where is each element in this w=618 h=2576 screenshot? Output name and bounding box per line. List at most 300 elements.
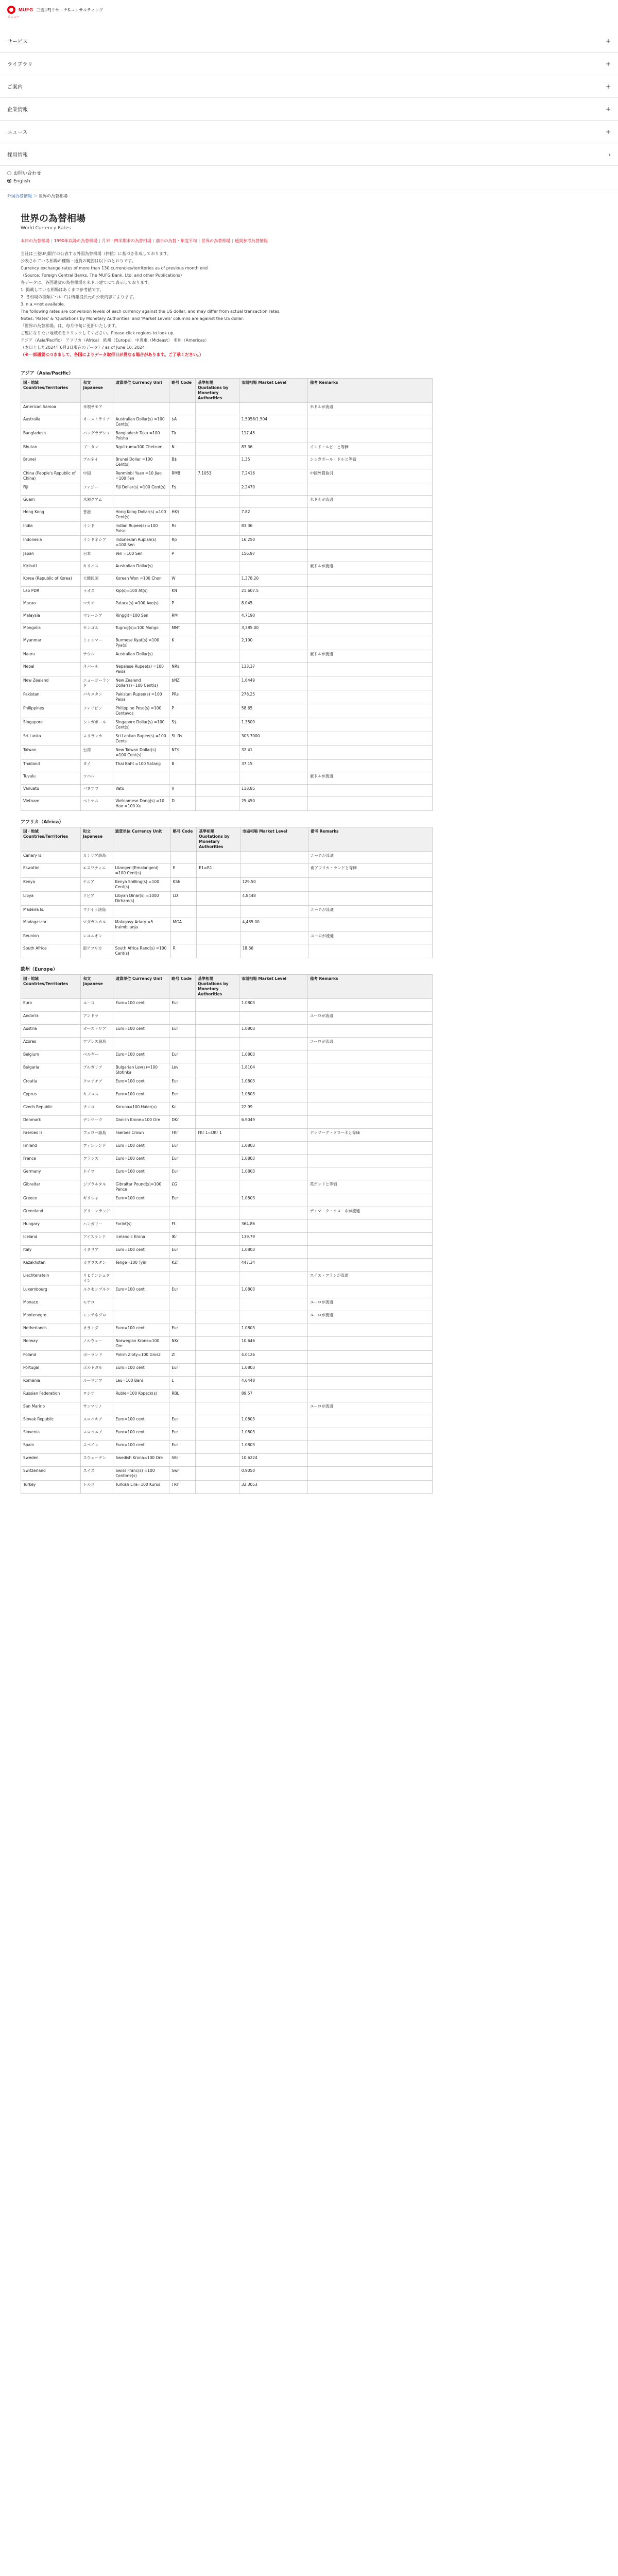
table-cell-market bbox=[240, 932, 308, 944]
table-cell-unit: Euro=100 cent bbox=[113, 1428, 169, 1441]
table-cell-japanese: イタリア bbox=[81, 1246, 113, 1259]
table-cell-code: Kc bbox=[169, 1103, 196, 1116]
table-cell-japanese: アンドラ bbox=[81, 1012, 113, 1025]
table-row bbox=[21, 1012, 433, 1025]
table-cell-market: 1.35 bbox=[239, 455, 307, 469]
table-cell-remarks bbox=[307, 1364, 432, 1377]
table-cell-unit: Polish Zloty=100 Grosz bbox=[113, 1351, 169, 1364]
table-cell-unit: Euro=100 cent bbox=[113, 999, 169, 1012]
table-cell-remarks bbox=[307, 636, 432, 650]
company-logo[interactable] bbox=[7, 6, 103, 14]
contact-option[interactable] bbox=[7, 170, 611, 178]
table-row bbox=[21, 760, 433, 772]
table-row bbox=[21, 599, 433, 612]
table-row bbox=[21, 1220, 433, 1233]
table-cell-quotations bbox=[197, 918, 240, 932]
table-cell-unit: Swedish Krona=100 Ore bbox=[113, 1454, 169, 1467]
table-cell-market bbox=[239, 772, 307, 785]
table-cell-quotations bbox=[196, 1194, 239, 1207]
table-cell-remarks bbox=[307, 1103, 432, 1116]
nav-item[interactable] bbox=[0, 143, 618, 166]
table-cell-market bbox=[239, 650, 307, 663]
table-cell-quotations bbox=[197, 892, 240, 906]
table-cell-japanese: ナウル bbox=[81, 650, 113, 663]
table-cell-japanese: モンテネグロ bbox=[81, 1311, 113, 1324]
table-cell-country: Tuvalu bbox=[21, 772, 81, 785]
rates-table bbox=[21, 827, 433, 958]
table-cell-japanese: クロアチア bbox=[81, 1077, 113, 1090]
table-cell-unit: Sri Lankan Rupee(s) =100 Cents bbox=[113, 732, 169, 746]
table-row bbox=[21, 550, 433, 562]
table-cell-code bbox=[169, 772, 196, 785]
intro-line: Notes: 'Rates' & 'Quotations by Monetary Authorities' and 'Market Levels' columns are against the US dollar. bbox=[21, 316, 244, 321]
table-cell-market: 1,378.20 bbox=[239, 574, 307, 587]
table-row bbox=[21, 1454, 433, 1467]
table-cell-market: 1.0803 bbox=[239, 1167, 307, 1180]
table-cell-japanese: カザフスタン bbox=[81, 1259, 113, 1272]
table-cell-remarks bbox=[307, 999, 432, 1012]
table-cell-code: F$ bbox=[169, 483, 196, 496]
table-cell-japanese: ルクセンブルク bbox=[81, 1285, 113, 1298]
table-cell-japanese: ブータン bbox=[81, 443, 113, 455]
nav-item-label: ニュース bbox=[7, 130, 28, 135]
table-cell-market: 2.2470 bbox=[239, 483, 307, 496]
table-row bbox=[21, 429, 433, 443]
table-cell-country: Austria bbox=[21, 1025, 81, 1038]
table-cell-market: 10.646 bbox=[239, 1337, 307, 1351]
table-cell-quotations bbox=[196, 1103, 239, 1116]
table-cell-country: Bhutan bbox=[21, 443, 81, 455]
table-cell-code bbox=[169, 1311, 196, 1324]
table-cell-japanese: モンゴル bbox=[81, 624, 113, 636]
table-cell-remarks: ユーロが流通 bbox=[307, 1038, 432, 1050]
table-cell-code bbox=[169, 1272, 196, 1285]
table-cell-japanese: タイ bbox=[81, 760, 113, 772]
separator: | bbox=[232, 239, 233, 243]
table-row bbox=[21, 587, 433, 599]
table-cell-japanese: フィリピン bbox=[81, 704, 113, 718]
table-cell-remarks bbox=[307, 1063, 432, 1077]
table-cell-code: N bbox=[169, 443, 196, 455]
table-cell-remarks bbox=[308, 944, 433, 958]
table-cell-japanese: ミャンマー bbox=[81, 636, 113, 650]
table-cell-country: Italy bbox=[21, 1246, 81, 1259]
region-title: アフリカ（Africa） bbox=[21, 820, 64, 825]
column-header: 市場相場 Market Level bbox=[239, 975, 307, 999]
table-cell-code: E bbox=[170, 864, 197, 878]
table-cell-country: Slovak Republic bbox=[21, 1415, 81, 1428]
table-row bbox=[21, 1377, 433, 1389]
table-cell-unit: Euro=100 cent bbox=[113, 1364, 169, 1377]
table-cell-code: Rp bbox=[169, 536, 196, 550]
table-cell-japanese: ギリシャ bbox=[81, 1194, 113, 1207]
table-cell-country: Denmark bbox=[21, 1116, 81, 1129]
table-cell-quotations bbox=[196, 704, 239, 718]
table-cell-country: Indonesia bbox=[21, 536, 81, 550]
table-cell-quotations bbox=[196, 650, 239, 663]
region-title: 欧州（Europe） bbox=[21, 967, 58, 972]
table-cell-unit: Fiji Dollar(s) =100 Cent(s) bbox=[113, 483, 169, 496]
table-cell-country: Malaysia bbox=[21, 612, 81, 624]
table-cell-quotations: FKr 1=DKr 1 bbox=[196, 1129, 239, 1142]
column-header: 国・地域 Countries/Territories bbox=[21, 379, 81, 403]
table-cell-quotations bbox=[196, 1167, 239, 1180]
table-cell-quotations bbox=[196, 1220, 239, 1233]
table-row bbox=[21, 785, 433, 797]
contact-label: お問い合わせ bbox=[13, 171, 42, 176]
table-cell-code: Tk bbox=[169, 429, 196, 443]
table-cell-country: Brunei bbox=[21, 455, 81, 469]
table-row bbox=[21, 772, 433, 785]
table-cell-remarks: ユーロが流通 bbox=[307, 1012, 432, 1025]
table-row bbox=[21, 1155, 433, 1167]
table-cell-code: £G bbox=[169, 1180, 196, 1194]
table-cell-country: Thailand bbox=[21, 760, 81, 772]
table-cell-code bbox=[169, 1012, 196, 1025]
table-row bbox=[21, 574, 433, 587]
table-cell-quotations bbox=[196, 415, 239, 429]
table-cell-market: 37.15 bbox=[239, 760, 307, 772]
table-cell-country: Greenland bbox=[21, 1207, 81, 1220]
table-cell-quotations bbox=[196, 612, 239, 624]
table-cell-japanese: 大韓民国 bbox=[81, 574, 113, 587]
table-cell-code: SL Rs bbox=[169, 732, 196, 746]
nav-item[interactable] bbox=[0, 121, 618, 143]
table-cell-code: Eur bbox=[169, 999, 196, 1012]
table-cell-unit: Malagasy Ariary =5 Iraimbilanja bbox=[113, 918, 170, 932]
table-cell-remarks: ユーロが流通 bbox=[307, 1298, 432, 1311]
table-cell-unit: Australian Dollar(s) =100 Cent(s) bbox=[113, 415, 169, 429]
table-cell-unit: Turkish Lira=100 Kurus bbox=[113, 1481, 169, 1494]
table-cell-remarks bbox=[307, 663, 432, 676]
table-cell-market: 278.25 bbox=[239, 690, 307, 704]
table-cell-japanese: ハンガリー bbox=[81, 1220, 113, 1233]
column-header: 備考 Remarks bbox=[307, 379, 432, 403]
table-cell-country: Taiwan bbox=[21, 746, 81, 760]
nav-item[interactable] bbox=[0, 30, 618, 53]
table-cell-country: Myanmar bbox=[21, 636, 81, 650]
table-cell-japanese: ネパール bbox=[81, 663, 113, 676]
table-cell-code: Lev bbox=[169, 1063, 196, 1077]
table-cell-country: Netherlands bbox=[21, 1324, 81, 1337]
sub-navigation bbox=[0, 234, 618, 248]
table-cell-remarks: 米ドルが流通 bbox=[307, 496, 432, 508]
table-cell-unit: Australian Dollar(s) bbox=[113, 562, 169, 574]
table-cell-japanese: 米領サモア bbox=[81, 403, 113, 415]
table-cell-japanese: ブルガリア bbox=[81, 1063, 113, 1077]
table-cell-country: Croatia bbox=[21, 1077, 81, 1090]
table-cell-market bbox=[239, 1207, 307, 1220]
subnav-link[interactable]: 月末・四半期末の為替相場 bbox=[101, 239, 151, 243]
table-cell-country: Cyprus bbox=[21, 1090, 81, 1103]
table-cell-japanese: フィジー bbox=[81, 483, 113, 496]
nav-item-label: ご案内 bbox=[7, 84, 23, 90]
table-cell-country: Greece bbox=[21, 1194, 81, 1207]
table-cell-code bbox=[169, 1038, 196, 1050]
table-cell-unit: Gibraltar Pound(s)=100 Pence bbox=[113, 1180, 169, 1194]
table-row bbox=[21, 1337, 433, 1351]
menu-button[interactable]: メニュー bbox=[7, 15, 20, 19]
table-cell-remarks: 英ポンドと等価 bbox=[307, 1180, 432, 1194]
table-cell-code: NT$ bbox=[169, 746, 196, 760]
table-cell-unit: Brunei Dollar =100 Cent(s) bbox=[113, 455, 169, 469]
table-cell-unit: Euro=100 cent bbox=[113, 1050, 169, 1063]
table-cell-quotations bbox=[196, 1311, 239, 1324]
table-cell-unit: Yen =100 Sen bbox=[113, 550, 169, 562]
table-cell-quotations bbox=[196, 1090, 239, 1103]
table-cell-country: Portugal bbox=[21, 1364, 81, 1377]
table-cell-unit bbox=[113, 1272, 169, 1285]
table-cell-code bbox=[169, 562, 196, 574]
table-cell-unit: Korean Won =100 Chon bbox=[113, 574, 169, 587]
table-row bbox=[21, 612, 433, 624]
table-row bbox=[21, 1129, 433, 1142]
nav-item[interactable] bbox=[0, 53, 618, 75]
plus-icon: + bbox=[605, 37, 611, 45]
table-cell-quotations bbox=[196, 1272, 239, 1285]
table-row bbox=[21, 536, 433, 550]
table-cell-unit: Ringgit=100 Sen bbox=[113, 612, 169, 624]
table-cell-japanese: ベトナム bbox=[81, 797, 113, 811]
table-cell-japanese: ニュージーランド bbox=[81, 676, 113, 690]
table-cell-remarks bbox=[307, 1428, 432, 1441]
table-cell-code bbox=[169, 1402, 196, 1415]
table-cell-unit: Euro=100 cent bbox=[113, 1285, 169, 1298]
table-cell-code: S$ bbox=[169, 718, 196, 732]
table-cell-country: Reunion bbox=[21, 932, 81, 944]
nav-item[interactable] bbox=[0, 75, 618, 98]
table-cell-quotations bbox=[196, 1389, 239, 1402]
table-cell-code: Eur bbox=[169, 1142, 196, 1155]
subnav-link[interactable]: 通貨参考為替情報 bbox=[234, 239, 268, 243]
table-row bbox=[21, 1415, 433, 1428]
table-cell-code: RBL bbox=[169, 1389, 196, 1402]
table-row bbox=[21, 1103, 433, 1116]
table-cell-japanese: ドイツ bbox=[81, 1167, 113, 1180]
english-label: English bbox=[13, 179, 30, 184]
table-cell-market: 1.0803 bbox=[239, 1415, 307, 1428]
column-header: 国・地域 Countries/Territories bbox=[21, 975, 81, 999]
nav-item[interactable] bbox=[0, 98, 618, 121]
table-cell-country: Norway bbox=[21, 1337, 81, 1351]
table-cell-japanese: フェロー諸島 bbox=[81, 1129, 113, 1142]
subnav-link[interactable]: 世界の為替相場 bbox=[201, 239, 231, 243]
table-cell-market: 83.36 bbox=[239, 522, 307, 536]
subnav-link[interactable]: 1990年以降の為替相場 bbox=[54, 239, 98, 243]
table-cell-quotations bbox=[196, 574, 239, 587]
table-cell-market: 7.82 bbox=[239, 508, 307, 522]
table-cell-japanese: スロベニア bbox=[81, 1428, 113, 1441]
table-cell-unit: Euro=100 cent bbox=[113, 1441, 169, 1454]
table-row bbox=[21, 1063, 433, 1077]
plus-icon: + bbox=[605, 60, 611, 67]
column-header: 略号 Code bbox=[169, 379, 196, 403]
radio-icon bbox=[7, 179, 11, 183]
table-cell-remarks bbox=[307, 1481, 432, 1494]
table-row bbox=[21, 403, 433, 415]
table-cell-country: Guam bbox=[21, 496, 81, 508]
table-cell-code: TRY bbox=[169, 1481, 196, 1494]
table-cell-remarks bbox=[307, 1090, 432, 1103]
table-cell-market: 22.99 bbox=[239, 1103, 307, 1116]
table-cell-unit bbox=[113, 403, 169, 415]
table-cell-market bbox=[239, 1311, 307, 1324]
table-cell-country: India bbox=[21, 522, 81, 536]
table-cell-unit: Tugrug(s)=100 Mongo bbox=[113, 624, 169, 636]
table-cell-unit: Danish Krone=100 Ore bbox=[113, 1116, 169, 1129]
page-title-block bbox=[0, 202, 618, 234]
intro-line: 各データは、各国通貨の為替相場を米ドル建てにて表示しております。 bbox=[21, 280, 152, 285]
table-row bbox=[21, 1180, 433, 1194]
table-cell-code: KSh bbox=[170, 878, 197, 892]
table-cell-market: 1.8104 bbox=[239, 1063, 307, 1077]
column-header: 略号 Code bbox=[170, 827, 197, 852]
region-section bbox=[0, 367, 618, 811]
table-row bbox=[21, 1272, 433, 1285]
table-cell-quotations bbox=[196, 1415, 239, 1428]
table-cell-japanese: キリバス bbox=[81, 562, 113, 574]
table-cell-market bbox=[240, 864, 308, 878]
table-cell-remarks bbox=[307, 587, 432, 599]
table-cell-unit: Euro=100 cent bbox=[113, 1415, 169, 1428]
table-cell-unit bbox=[113, 496, 169, 508]
column-header: 備考 Remarks bbox=[308, 827, 433, 852]
table-cell-market: 1.0803 bbox=[239, 1364, 307, 1377]
table-header-row bbox=[21, 827, 433, 852]
table-cell-code bbox=[169, 403, 196, 415]
table-cell-code bbox=[170, 932, 197, 944]
table-cell-remarks bbox=[307, 574, 432, 587]
table-cell-country: Euro bbox=[21, 999, 81, 1012]
table-cell-remarks: ユーロが流通 bbox=[308, 852, 433, 864]
table-cell-code: R bbox=[170, 944, 197, 958]
language-selector bbox=[0, 166, 618, 190]
table-cell-unit: Ruble=100 Kopeck(s) bbox=[113, 1389, 169, 1402]
table-cell-market: 118.85 bbox=[239, 785, 307, 797]
table-cell-unit: New Taiwan Dollar(s) =100 Cent(s) bbox=[113, 746, 169, 760]
table-cell-country: Madeira Is. bbox=[21, 906, 81, 918]
table-row bbox=[21, 443, 433, 455]
table-cell-remarks bbox=[307, 1377, 432, 1389]
table-cell-quotations bbox=[196, 1246, 239, 1259]
table-cell-country: Vietnam bbox=[21, 797, 81, 811]
table-cell-quotations bbox=[196, 1116, 239, 1129]
table-cell-japanese: フィンランド bbox=[81, 1142, 113, 1155]
intro-warning: （※一部通貨につきまして、各国によりデータ取得日が異なる場合があります。ご了承ください。） bbox=[21, 352, 203, 357]
table-cell-remarks bbox=[307, 676, 432, 690]
table-cell-quotations bbox=[196, 536, 239, 550]
chevron-right-icon: › bbox=[608, 150, 611, 158]
table-cell-unit: Euro=100 cent bbox=[113, 1090, 169, 1103]
table-cell-unit: Forint(s) bbox=[113, 1220, 169, 1233]
table-row bbox=[21, 1481, 433, 1494]
table-cell-country: Hong Kong bbox=[21, 508, 81, 522]
table-cell-unit: Vietnamese Dong(s) =10 Hao =100 Xu bbox=[113, 797, 169, 811]
table-cell-code: KZT bbox=[169, 1259, 196, 1272]
table-cell-remarks bbox=[307, 1220, 432, 1233]
table-cell-country: Vanuatu bbox=[21, 785, 81, 797]
table-cell-remarks: 南アフリカ・ランドと等価 bbox=[308, 864, 433, 878]
subnav-link[interactable]: 本日の為替相場 bbox=[21, 239, 49, 243]
table-cell-quotations bbox=[196, 1402, 239, 1415]
breadcrumb-home[interactable]: 外国為替情報 bbox=[7, 194, 32, 198]
intro-line: アジア（Asia/Pacific） アフリカ（Africa） 欧州（Europe） 中近東（Mideast） 米州（Americas） bbox=[21, 338, 209, 343]
table-cell-japanese: ラオス bbox=[81, 587, 113, 599]
separator: | bbox=[152, 239, 154, 243]
table-cell-remarks bbox=[307, 1441, 432, 1454]
subnav-link[interactable]: 前日の為替・年度平均 bbox=[156, 239, 197, 243]
table-cell-japanese: トルコ bbox=[81, 1481, 113, 1494]
table-row bbox=[21, 676, 433, 690]
table-cell-code: Eur bbox=[169, 1025, 196, 1038]
table-cell-code: LD bbox=[170, 892, 197, 906]
table-row bbox=[21, 663, 433, 676]
table-cell-remarks bbox=[307, 550, 432, 562]
english-option[interactable] bbox=[7, 178, 611, 185]
table-cell-unit: Icelandic Krona bbox=[113, 1233, 169, 1246]
table-cell-country: Mongolia bbox=[21, 624, 81, 636]
table-cell-remarks: 豪ドルが流通 bbox=[307, 772, 432, 785]
table-cell-japanese: ベルギー bbox=[81, 1050, 113, 1063]
table-cell-country: Japan bbox=[21, 550, 81, 562]
table-cell-market: 18.66 bbox=[240, 944, 308, 958]
table-cell-quotations bbox=[196, 1441, 239, 1454]
table-cell-code: Eur bbox=[169, 1167, 196, 1180]
table-cell-japanese: キプロス bbox=[81, 1090, 113, 1103]
table-cell-code: Eur bbox=[169, 1050, 196, 1063]
table-cell-unit: Tenge=100 Tyin bbox=[113, 1259, 169, 1272]
table-cell-country: Fiji bbox=[21, 483, 81, 496]
table-cell-quotations bbox=[196, 676, 239, 690]
table-row bbox=[21, 718, 433, 732]
table-cell-remarks bbox=[307, 1259, 432, 1272]
table-cell-market bbox=[239, 403, 307, 415]
table-cell-remarks: ユーロが流通 bbox=[307, 1311, 432, 1324]
nav-item-label: サービス bbox=[7, 39, 28, 45]
table-cell-market: 4.7190 bbox=[239, 612, 307, 624]
table-cell-unit bbox=[113, 1038, 169, 1050]
table-cell-unit: Vatu bbox=[113, 785, 169, 797]
table-cell-quotations bbox=[196, 1481, 239, 1494]
table-cell-unit: Kip(s)=100 At(s) bbox=[113, 587, 169, 599]
table-cell-quotations bbox=[197, 932, 240, 944]
table-cell-remarks bbox=[307, 732, 432, 746]
table-cell-quotations bbox=[197, 852, 240, 864]
table-cell-code: Eur bbox=[169, 1155, 196, 1167]
table-cell-market: 1.0803 bbox=[239, 1155, 307, 1167]
table-cell-country: New Zealand bbox=[21, 676, 81, 690]
intro-line: （Source: Foreign Central Banks, The MUFG Bank, Ltd. and other Publications） bbox=[21, 273, 184, 278]
table-cell-code: FKr bbox=[169, 1129, 196, 1142]
table-cell-unit: Koruna=100 Haler(u) bbox=[113, 1103, 169, 1116]
table-cell-market: 83.36 bbox=[239, 443, 307, 455]
table-row bbox=[21, 1351, 433, 1364]
table-cell-quotations bbox=[196, 718, 239, 732]
table-cell-japanese: デンマーク bbox=[81, 1116, 113, 1129]
table-cell-quotations bbox=[196, 746, 239, 760]
table-row bbox=[21, 906, 433, 918]
table-header-row bbox=[21, 379, 433, 403]
table-cell-unit: Nepalese Rupee(s) =100 Paisa bbox=[113, 663, 169, 676]
table-cell-country: Germany bbox=[21, 1167, 81, 1180]
table-cell-code: ¥ bbox=[169, 550, 196, 562]
table-cell-market: 16,250 bbox=[239, 536, 307, 550]
rates-table bbox=[21, 378, 433, 811]
separator: | bbox=[99, 239, 100, 243]
table-cell-remarks bbox=[307, 1415, 432, 1428]
table-cell-unit bbox=[113, 772, 169, 785]
table-cell-unit bbox=[113, 1298, 169, 1311]
